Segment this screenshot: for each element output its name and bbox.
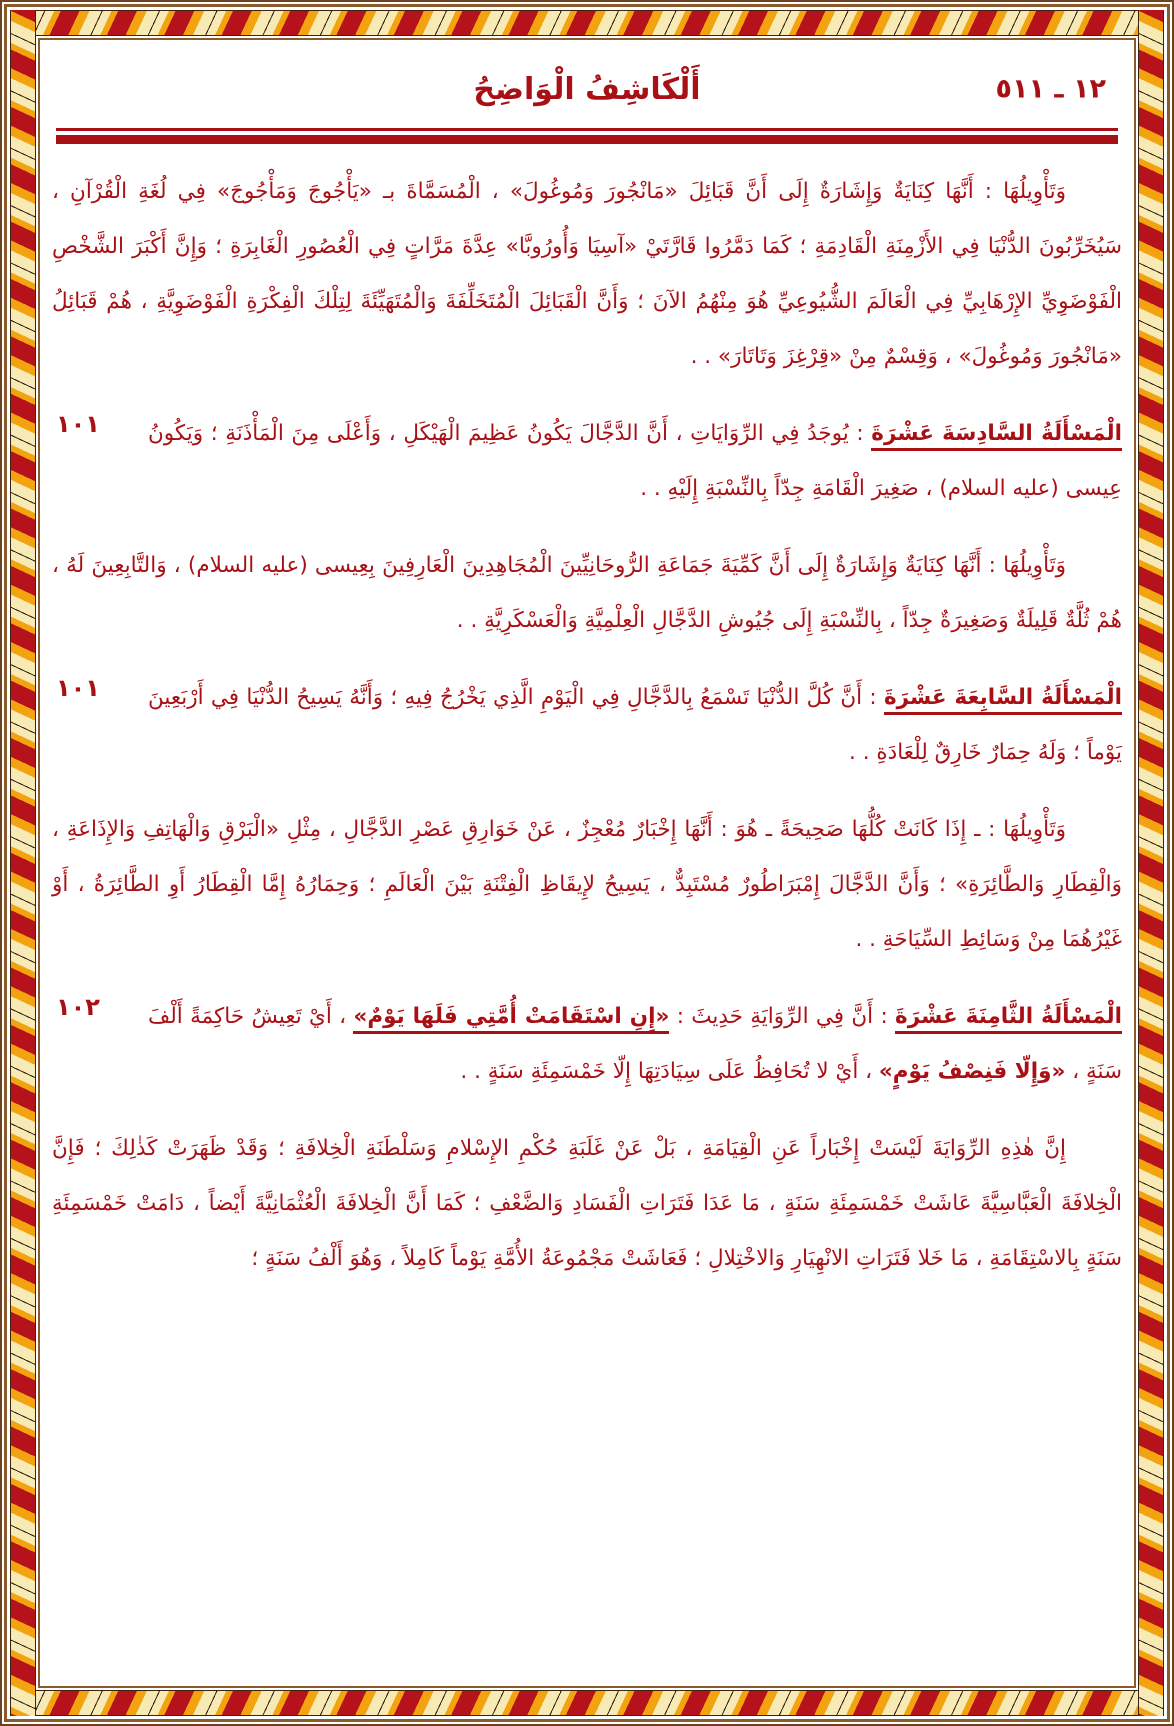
- masala-17-statement: [148, 670, 1122, 780]
- page-content: [52, 52, 1122, 1674]
- masala-18-statement: [148, 989, 1122, 1099]
- masala-16-heading: الْمَسْأَلَةُ السَّادِسَةَ عَشْرَةَ: [871, 421, 1122, 451]
- masala-17-heading: الْمَسْأَلَةُ السَّابِعَةَ عَشْرَةَ: [884, 685, 1122, 715]
- book-title: أَلْكَاشِفُ الْوَاضِحُ: [473, 71, 701, 107]
- folio-number: ١٢ ـ ٥١١: [995, 73, 1106, 105]
- hadith-quote-2: «وَإِلّا فَنِصْفُ يَوْمٍ»: [878, 1059, 1066, 1084]
- masala-18-statement-post: ، أَيْ لا تُحَافِظُ عَلَى سِيَادَتِهَا إِلّا خَمْسَمِئَةِ سَنَةٍ . .: [460, 1059, 879, 1084]
- intro-paragraph: وَتَأْوِيلُهَا : أَنَّهَا كِنَايَةٌ وَإِشَارَةٌ إِلَى أَنَّ قَبَائِلَ «مَانْجُورَ وَمُوغُولَ» ، الْمُسَمَّاةَ بـ «يَأْجُوجَ وَمَأْجُوجَ» فِي لُغَةِ الْقُرْآنِ ، سَيُخَرِّبُونَ الدُّنْيَا فِي الأَزْمِنَةِ الْقَادِمَةِ ؛ كَمَا دَمَّرُوا قَارَّتَيْ «آسِيَا وَأُورُوبَّا» عِدَّةَ مَرَّاتٍ فِي الْعُصُورِ الْغَابِرَةِ ؛ وَإِنَّ أَكْبَرَ الشَّخْصِ الْفَوْضَوِيِّ الإِرْهَابِيِّ فِي الْعَالَمَ الشُّيُوعِيِّ هُوَ مِنْهُمُ الآنَ ؛ وَأَنَّ الْقَبَائِلَ الْمُتَخَلِّفَةَ وَالْمُتَهَيِّئَةَ لِتِلْكَ الْفِكْرَةِ الْفَوْضَوِيَّةِ ، هُمْ قَبَائِلُ «مَانْجُورَ وَمُوغُولَ» ، وَقِسْمٌ مِنْ «قِرْغِزَ وَتَاتَارَ» . .: [52, 179, 1122, 369]
- page-body: [52, 164, 1122, 1286]
- page-header: [52, 52, 1122, 126]
- masala-17-statement-text: : أَنَّ كُلَّ الدُّنْيَا تَسْمَعُ بِالدَّجَّالِ فِي الْيَوْمِ الَّذِي يَخْرُجُ فِيهِ ؛ وَأَنَّهُ يَسِيحُ الدُّنْيَا فِي أَرْبَعِينَ يَوْماً ؛ وَلَهُ حِمَارٌ خَارِقٌ لِلْعَادَةِ . .: [148, 685, 1122, 765]
- masala-18-statement-mid: ، أَيْ تَعِيشُ حَاكِمَةً أَلْفَ سَنَةٍ ،: [148, 1004, 1122, 1084]
- margin-number-101-b: ١٠١: [56, 674, 100, 702]
- border-ornament-left: [10, 10, 36, 1716]
- masala-16-statement-text: : يُوجَدُ فِي الرِّوَايَاتِ ، أَنَّ الدَّجَّالَ يَكُونُ عَظِيمَ الْهَيْكَلِ ، وَأَعْلَى مِنَ الْمَأْذَنَةِ ؛ وَيَكُونُ عِيسى (عليه السلام) ، صَغِيرَ الْقَامَةِ جِدّاً بِالنِّسْبَةِ إِلَيْهِ . .: [148, 421, 1122, 501]
- margin-number-101-a: ١٠١: [56, 410, 100, 438]
- border-ornament-bottom: [10, 1690, 1164, 1716]
- masala-16-statement: [148, 406, 1122, 516]
- border-ornament-top: [10, 10, 1164, 36]
- section-masala-18: [52, 989, 1122, 1099]
- masala-18-heading: الْمَسْأَلَةُ الثَّامِنَةَ عَشْرَةَ: [895, 1004, 1122, 1034]
- masala-17-commentary: وَتَأْوِيلُهَا : ـ إِذَا كَانَتْ كُلُّهَا صَحِيحَةً ـ هُوَ : أَنَّهَا إِخْبَارٌ مُعْجِزٌ ، عَنْ خَوَارِقِ عَصْرِ الدَّجَّالِ ، مِثْلِ «الْبَرْقِ وَالْهَاتِفِ وَالإِذَاعَةِ ، وَالْقِطَارِ وَالطَّائِرَةِ» ؛ وَأَنَّ الدَّجَّالَ إِمْبَرَاطُورٌ مُسْتَبِدٌّ ، يَسِيحُ لإِيقَاظِ الْفِتْنَةِ بَيْنَ الْعَالَمِ ؛ وَحِمَارُهُ إِمَّا الْقِطَارُ أَوِ الطَّائِرَةُ ، أَوْ غَيْرُهُمَا مِنْ وَسَائِطِ السِّيَاحَةِ . .: [52, 817, 1122, 952]
- hadith-quote-1: «إِنِ اسْتَقَامَتْ أُمَّتِي فَلَهَا يَوْمٌ»: [353, 1004, 669, 1034]
- divider-line-thick: [56, 135, 1118, 144]
- masala-18-commentary: إِنَّ هٰذِهِ الرِّوَايَةَ لَيْسَتْ إِخْبَاراً عَنِ الْقِيَامَةِ ، بَلْ عَنْ غَلَبَةِ حُكْمِ الإِسْلامِ وَسَلْطَنَةِ الْخِلافَةِ ؛ وَقَدْ ظَهَرَتْ كَذٰلِكَ ؛ فَإِنَّ الْخِلافَةَ الْعَبَّاسِيَّةَ عَاشَتْ خَمْسَمِئَةِ سَنَةٍ ، مَا عَدَا فَتَرَاتِ الْفَسَادِ وَالضَّعْفِ ؛ كَمَا أَنَّ الْخِلافَةَ الْعُثْمَانِيَّةَ أَيْضاً ، دَامَتْ خَمْسَمِئَةِ سَنَةٍ بِالاسْتِقَامَةِ ، مَا خَلا فَتَرَاتِ الانْهِيَارِ وَالاخْتِلالِ ؛ فَعَاشَتْ مَجْمُوعَةُ الأُمَّةِ يَوْماً كَامِلاً ، وَهُوَ أَلْفُ سَنَةٍ ؛: [52, 1136, 1122, 1271]
- section-masala-17: [52, 670, 1122, 780]
- border-ornament-right: [1138, 10, 1164, 1716]
- header-divider: [56, 128, 1118, 144]
- margin-number-102: ١٠٢: [56, 993, 100, 1021]
- section-masala-16: [52, 406, 1122, 516]
- masala-16-commentary: وَتَأْوِيلُهَا : أَنَّهَا كِنَايَةٌ وَإِشَارَةٌ إِلَى أَنَّ كَمِّيَةَ جَمَاعَةِ الرُّوحَانِيِّينَ الْمُجَاهِدِينَ الْعَارِفِينَ بِعِيسى (عليه السلام) ، وَالتَّابِعِينَ لَهُ ، هُمْ ثُلَّةٌ قَلِيلَةٌ وَصَغِيرَةٌ جِدّاً ، بِالنِّسْبَةِ إِلَى جُيُوشِ الدَّجَّالِ الْعِلْمِيَّةِ وَالْعَسْكَرِيَّةِ . .: [52, 553, 1122, 633]
- masala-18-statement-pre: : أَنَّ فِي الرِّوَايَةِ حَدِيثَ :: [669, 1004, 896, 1029]
